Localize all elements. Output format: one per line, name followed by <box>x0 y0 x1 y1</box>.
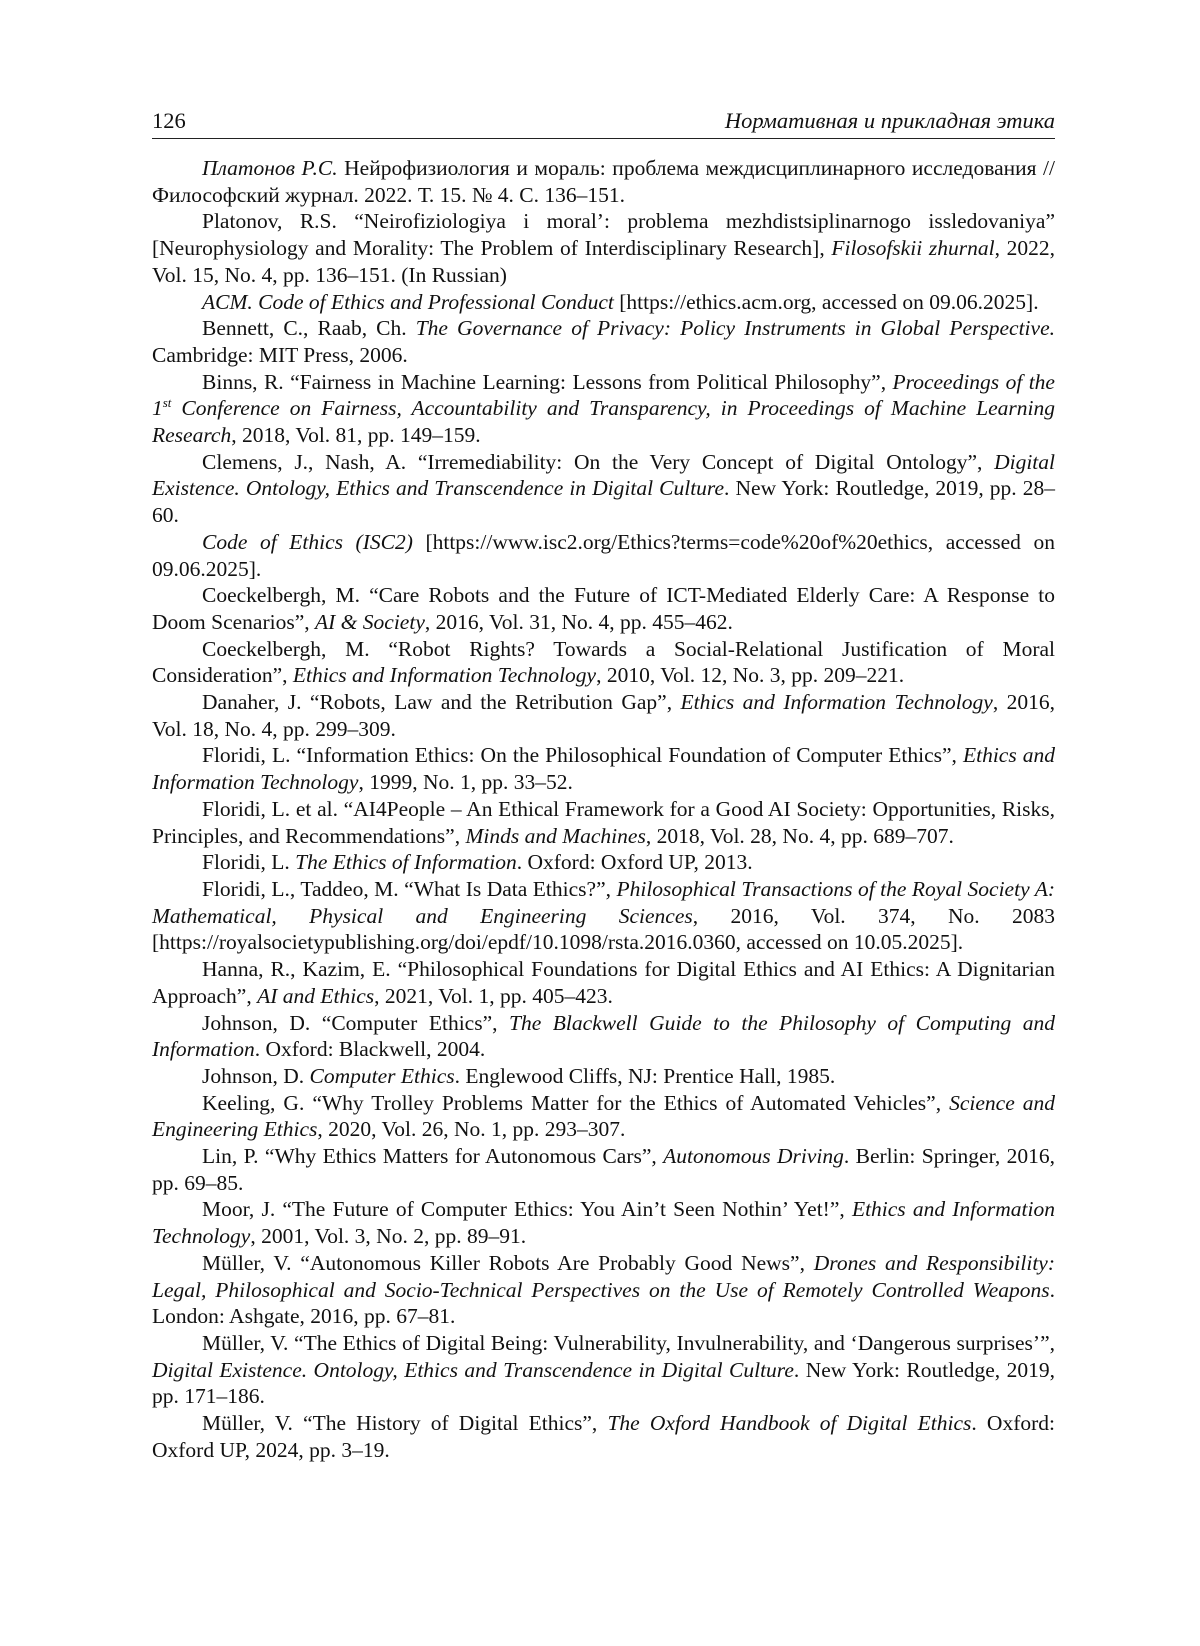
reference-entry <box>152 1196 1055 1249</box>
reference-title-segment: Conference on Fairness, Accountability and Transparency, in Proceedings of Machine Learning Research <box>152 396 1055 448</box>
reference-title-segment: The Blackwell Guide to the Philosophy of Computing and Information <box>152 1010 1055 1062</box>
reference-text-segment: , 2021, Vol. 1, pp. 405–423. <box>374 983 613 1008</box>
reference-text-segment: Coeckelbergh, M. “Robot Rights? Towards a Social-Relational Justification of Moral Consideration”, <box>152 636 1055 688</box>
reference-text-segment: Müller, V. “Autonomous Killer Robots Are Probably Good News”, <box>202 1250 814 1275</box>
reference-title-segment: Autonomous Driving <box>663 1144 844 1169</box>
reference-text-segment: Floridi, L. <box>202 850 296 875</box>
reference-text-segment: , 2018, Vol. 28, No. 4, pp. 689–707. <box>645 823 954 848</box>
reference-text-segment: Platonov, R.S. “Neirofiziologiya i moral’: problema mezhdistsiplinarnogo issledovaniya” [Neurophysiology and Morality: The Problem of Interdisciplinary Research], <box>152 209 1055 261</box>
reference-text-segment: Cambridge: MIT Press, 2006. <box>152 342 408 367</box>
page-header <box>152 104 1055 139</box>
reference-text-segment: Binns, R. “Fairness in Machine Learning: Lessons from Political Philosophy”, <box>202 369 893 394</box>
reference-title-segment: Digital Existence. Ontology, Ethics and Transcendence in Digital Culture <box>152 449 1055 501</box>
reference-text-segment: Floridi, L. “Information Ethics: On the Philosophical Foundation of Computer Ethics”, <box>202 743 963 768</box>
reference-entry <box>152 369 1055 449</box>
reference-text-segment: Floridi, L. et al. “AI4People – An Ethical Framework for a Good AI Society: Opportunities, Risks, Principles, and Recommendations”, <box>152 796 1055 848</box>
reference-list <box>152 155 1055 1463</box>
reference-title-segment: Платонов Р.С. <box>202 156 338 180</box>
reference-title-segment: Ethics and Information Technology <box>680 690 993 715</box>
reference-text-segment: , 2022, Vol. 15, No. 4, pp. 136–151. (In Russian) <box>152 236 1055 287</box>
reference-title-segment: Drones and Responsibility: Legal, Philosophical and Socio-Technical Perspectives on the Use of Remotely Controlled Weapons <box>152 1250 1056 1302</box>
reference-title-segment: Ethics and Information Technology <box>152 743 1056 795</box>
reference-entry <box>152 1143 1055 1196</box>
reference-entry <box>152 1330 1055 1410</box>
reference-title-segment: Digital Existence. Ontology, Ethics and Transcendence in Digital Culture <box>152 1357 794 1382</box>
reference-entry <box>152 876 1055 956</box>
reference-entry <box>152 315 1055 368</box>
reference-entry <box>152 1063 1055 1090</box>
reference-title-segment: Science and Engineering Ethics <box>152 1090 1055 1142</box>
reference-entry <box>152 1250 1055 1330</box>
reference-text-segment: . London: Ashgate, 2016, pp. 67–81. <box>152 1277 1055 1329</box>
reference-title-segment: st <box>162 396 172 411</box>
reference-entry <box>152 529 1055 582</box>
reference-text-segment: Floridi, L., Taddeo, M. “What Is Data Ethics?”, <box>202 876 617 901</box>
reference-title-segment: ACM. Code of Ethics and Professional Conduct <box>202 289 614 314</box>
reference-title-segment: The Governance of Privacy: Policy Instruments in Global Perspective. <box>415 316 1055 341</box>
reference-entry <box>152 289 1055 316</box>
reference-title-segment: Ethics and Information Technology <box>152 1197 1055 1249</box>
reference-entry <box>152 582 1055 635</box>
reference-entry <box>152 796 1055 849</box>
reference-text-segment: , 2016, Vol. 31, No. 4, pp. 455–462. <box>424 609 733 634</box>
reference-title-segment: AI and Ethics <box>257 983 375 1008</box>
reference-text-segment: , 2001, Vol. 3, No. 2, pp. 89–91. <box>250 1224 527 1249</box>
reference-text-segment: . Oxford: Oxford UP, 2013. <box>516 850 753 875</box>
reference-title-segment: Philosophical Transactions of the Royal Society A: Mathematical, Physical and Engineering Sciences <box>152 876 1055 928</box>
reference-text-segment: Keeling, G. “Why Trolley Problems Matter for the Ethics of Automated Vehicles”, <box>202 1090 950 1115</box>
reference-entry <box>152 636 1055 689</box>
reference-text-segment: Johnson, D. “Computer Ethics”, <box>202 1010 510 1035</box>
reference-text-segment: . Oxford: Blackwell, 2004. <box>254 1037 486 1062</box>
reference-text-segment: , 2016, Vol. 18, No. 4, pp. 299–309. <box>152 690 1056 741</box>
reference-text-segment: Clemens, J., Nash, A. “Irremediability: On the Very Concept of Digital Ontology”, <box>202 449 995 474</box>
reference-text-segment: [https://ethics.acm.org, accessed on 09.06.2025]. <box>613 289 1039 314</box>
reference-entry <box>152 1410 1055 1463</box>
reference-title-segment: Computer Ethics <box>309 1063 455 1088</box>
reference-title-segment: Proceedings of the 1 <box>152 369 1055 421</box>
reference-text-segment: , 2010, Vol. 12, No. 3, pp. 209–221. <box>596 663 905 688</box>
reference-title-segment: The Oxford Handbook of Digital Ethics <box>607 1411 972 1436</box>
reference-entry <box>152 956 1055 1009</box>
reference-text-segment: Нейрофизиология и мораль: проблема междисциплинарного исследования // Философский журнал. 2022. Т. 15. № 4. С. 136–151. <box>152 156 1056 207</box>
reference-text-segment: , 1999, No. 1, pp. 33–52. <box>358 770 573 795</box>
reference-text-segment: . New York: Routledge, 2019, pp. 28–60. <box>152 476 1055 528</box>
reference-entry <box>152 1090 1055 1143</box>
reference-title-segment: Ethics and Information Technology <box>292 663 597 688</box>
reference-title-segment: Minds and Machines <box>465 823 646 848</box>
reference-text-segment: Danaher, J. “Robots, Law and the Retribution Gap”, <box>202 690 681 715</box>
reference-text-segment: Johnson, D. <box>202 1063 310 1088</box>
reference-text-segment: . Englewood Cliffs, NJ: Prentice Hall, 1985. <box>454 1063 836 1088</box>
reference-entry <box>152 849 1055 876</box>
reference-text-segment: , 2020, Vol. 26, No. 1, pp. 293–307. <box>317 1117 626 1142</box>
reference-title-segment: Code of Ethics (ISC2) <box>202 529 413 554</box>
reference-text-segment: [https://www.isc2.org/Ethics?terms=code%20of%20ethics, accessed on 09.06.2025]. <box>152 529 1055 581</box>
reference-text-segment: Moor, J. “The Future of Computer Ethics: You Ain’t Seen Nothin’ Yet!”, <box>202 1197 852 1222</box>
reference-title-segment: AI & Society <box>315 609 425 634</box>
reference-text-segment: Müller, V. “The Ethics of Digital Being: Vulnerability, Invulnerability, and ‘Dangerous surprises’”, <box>202 1330 1055 1355</box>
reference-text-segment: . Oxford: Oxford UP, 2024, pp. 3–19. <box>152 1411 1055 1462</box>
running-title: Нормативная и прикладная этика <box>724 108 1055 133</box>
reference-entry <box>152 742 1055 795</box>
reference-text-segment: , 2016, Vol. 374, No. 2083 [https://royalsocietypublishing.org/doi/epdf/10.1098/rsta.2016.0360, accessed on 10.05.2025]. <box>152 903 1055 955</box>
reference-text-segment: Müller, V. “The History of Digital Ethics”, <box>202 1411 608 1436</box>
reference-text-segment: Bennett, C., Raab, Ch. <box>202 316 416 341</box>
reference-entry <box>152 689 1055 742</box>
reference-text-segment: Coeckelbergh, M. “Care Robots and the Future of ICT-Mediated Elderly Care: A Response to Doom Scenarios”, <box>152 583 1055 634</box>
reference-title-segment: Filosofskii zhurnal <box>831 236 995 261</box>
reference-entry <box>152 1010 1055 1063</box>
reference-title-segment: The Ethics of Information <box>295 850 517 875</box>
reference-entry <box>152 155 1055 208</box>
reference-entry <box>152 449 1055 529</box>
reference-text-segment: , 2018, Vol. 81, pp. 149–159. <box>231 423 481 448</box>
reference-text-segment: . New York: Routledge, 2019, pp. 171–186. <box>152 1357 1055 1409</box>
reference-text-segment: Lin, P. “Why Ethics Matters for Autonomous Cars”, <box>202 1144 664 1169</box>
reference-entry <box>152 208 1055 288</box>
reference-text-segment: Hanna, R., Kazim, E. “Philosophical Foundations for Digital Ethics and AI Ethics: A Dignitarian Approach”, <box>152 957 1055 1008</box>
reference-text-segment: . Berlin: Springer, 2016, pp. 69–85. <box>152 1144 1055 1195</box>
page-number: 126 <box>152 108 186 133</box>
